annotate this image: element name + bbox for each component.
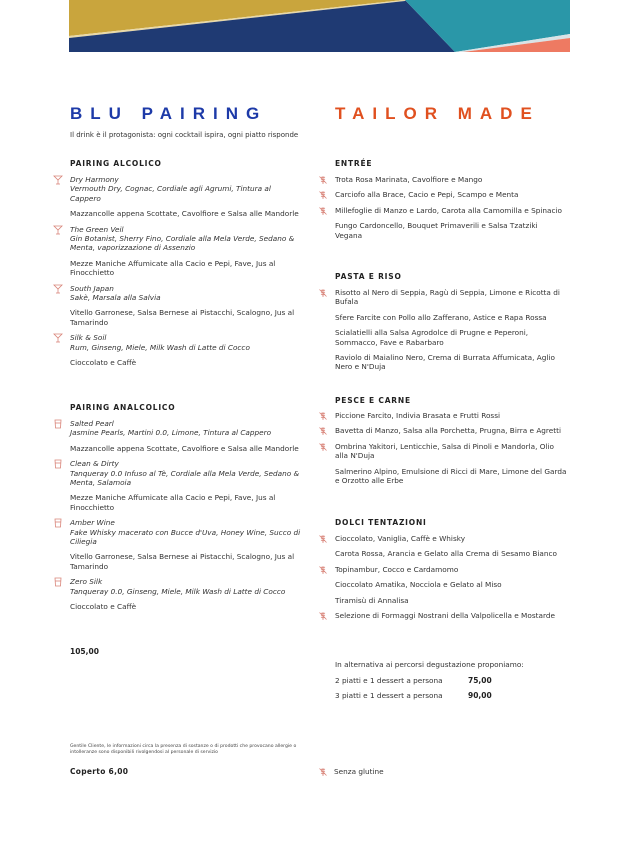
tumbler-glass-icon xyxy=(53,518,63,528)
menu-dish xyxy=(335,565,575,574)
gluten-free-icon xyxy=(318,190,328,200)
gluten-free-icon xyxy=(318,206,328,216)
menu-dish xyxy=(335,353,567,372)
drink-name: Clean & Dirty xyxy=(70,459,119,469)
drink-description: Rum, Ginseng, Miele, Milk Wash di Latte di Cocco xyxy=(70,342,250,352)
drink-description: Gin Botanist, Sherry Fino, Cordiale alla Mela Verde, Sedano & Menta, vaporizzazione di Assenzio xyxy=(70,234,295,253)
dish-text: Cioccolato e Caffè xyxy=(70,358,137,368)
dish-text: Mazzancolle appena Scottate, Cavolfiore e Salsa alle Mandorle xyxy=(70,443,299,453)
gluten-free-legend-label: Senza glutine xyxy=(334,767,384,776)
menu-dish xyxy=(335,206,567,215)
tumbler-glass-icon xyxy=(53,419,63,429)
drink-name: Salted Pearl xyxy=(70,419,114,428)
entree-list xyxy=(335,175,567,246)
gluten-free-icon xyxy=(318,767,328,777)
dish-text: Scialatielli alla Salsa Agrodolce di Prugne e Peperoni, Sommacco, Fave e Rabarbaro xyxy=(335,328,529,347)
gluten-free-legend xyxy=(318,767,384,777)
drink-name: The Green Veil xyxy=(70,224,124,234)
dish-item xyxy=(70,259,302,278)
tumbler-glass-icon xyxy=(53,459,63,469)
menu-dish xyxy=(335,190,567,199)
dish-text: Mezze Maniche Affumicate alla Cacio e Pepi, Fave, Jus al Finocchietto xyxy=(70,493,276,512)
dish-item xyxy=(70,308,302,327)
gluten-free-icon xyxy=(318,565,328,575)
drink-description: Sakè, Marsala alla Salvia xyxy=(70,293,161,303)
decorative-banner xyxy=(69,0,570,52)
drink-item xyxy=(70,577,302,596)
dish-text: Vitello Garronese, Salsa Bernese ai Pistacchi, Scalogno, Jus al Tamarindo xyxy=(70,552,295,571)
dish-text: Risotto al Nero di Seppia, Ragù di Seppia, Limone e Ricotta di Bufala xyxy=(335,288,560,307)
drink-description: Jasmine Pearls, Martini 0.0, Limone, Tintura al Cappero xyxy=(70,428,272,438)
menu-dish xyxy=(335,313,567,322)
dish-item xyxy=(70,444,302,453)
dish-text: Ombrina Yakitori, Lenticchie, Salsa di Pinoli e Mandorla, Olio alla N'Duja xyxy=(335,441,554,461)
menu-dish xyxy=(335,426,567,435)
menu-dish xyxy=(335,611,575,620)
dish-item xyxy=(70,552,302,571)
pairing-analcolico-list xyxy=(70,419,302,618)
alternative-2-price: 75,00 xyxy=(468,676,492,685)
dish-text: Vitello Garronese, Salsa Bernese ai Pistacchi, Scalogno, Jus al Tamarindo xyxy=(70,308,295,327)
coperto-price: Coperto 6,00 xyxy=(70,767,129,776)
menu-dish xyxy=(335,549,575,558)
menu-dish xyxy=(335,175,567,184)
dish-item xyxy=(70,358,302,367)
drink-description: Tanqueray 0.0, Ginseng, Miele, Milk Wash di Latte di Cocco xyxy=(70,586,286,596)
pesce-list xyxy=(335,411,567,491)
menu-dish xyxy=(335,328,567,347)
drink-name: Silk & Soil xyxy=(70,333,107,343)
menu-dish xyxy=(335,580,575,589)
dish-text: Carciofo alla Brace, Cacio e Pepi, Scampo e Menta xyxy=(335,190,519,200)
dish-text: Mezze Maniche Affumicate alla Cacio e Pepi, Fave, Jus al Finocchietto xyxy=(70,258,276,278)
gluten-free-icon xyxy=(318,411,328,421)
blu-pairing-tagline: Il drink è il protagonista: ogni cocktail ispira, ogni piatto risponde xyxy=(70,131,299,139)
menu-dish xyxy=(335,534,575,543)
menu-dish xyxy=(335,442,567,461)
drink-name: Dry Harmony xyxy=(70,175,119,184)
tumbler-glass-icon xyxy=(53,577,63,587)
allergen-notice: Gentile Cliente, le informazioni circa la presenza di sostanze o di prodotti che provocano allergie o intolleranze sono disponibili rivolgendosi al personale di servizio xyxy=(70,744,297,755)
dish-item xyxy=(70,602,302,611)
pasta-heading: PASTA E RISO xyxy=(335,272,402,281)
dish-text: Mazzancolle appena Scottate, Cavolfiore e Salsa alle Mandorle xyxy=(70,209,299,219)
cocktail-glass-icon xyxy=(53,175,63,185)
drink-name: Zero Silk xyxy=(70,577,103,587)
pesce-heading: PESCE E CARNE xyxy=(335,396,411,405)
cocktail-glass-icon xyxy=(53,225,63,235)
drink-item xyxy=(70,459,302,487)
pairing-alcolico-heading: PAIRING ALCOLICO xyxy=(70,159,162,168)
pasta-list xyxy=(335,288,567,378)
dish-text: Fungo Cardoncello, Bouquet Primaverili e Salsa Tzatziki Vegana xyxy=(335,221,538,240)
drink-item xyxy=(70,333,302,352)
menu-dish xyxy=(335,467,567,486)
dish-text: Trota Rosa Marinata, Cavolfiore e Mango xyxy=(335,175,483,184)
dish-text: Cioccolato Amatika, Nocciola e Gelato al Miso xyxy=(335,580,502,590)
gluten-free-icon xyxy=(318,175,328,185)
dish-text: Sfere Farcite con Pollo allo Zafferano, Astice e Rapa Rossa xyxy=(335,312,547,322)
dish-text: Cioccolato, Vaniglia, Caffè e Whisky xyxy=(335,534,466,543)
gluten-free-icon xyxy=(318,442,328,452)
dolci-list xyxy=(335,534,575,626)
drink-item xyxy=(70,419,302,438)
menu-dish xyxy=(335,596,575,605)
drink-name: Amber Wine xyxy=(70,518,115,528)
dolci-heading: DOLCI TENTAZIONI xyxy=(335,518,427,527)
dish-text: Tiramisù di Annalisa xyxy=(335,595,409,605)
alternative-3-label: 3 piatti e 1 dessert a persona xyxy=(335,691,443,700)
dish-item xyxy=(70,209,302,218)
menu-dish xyxy=(335,221,567,240)
drink-description: Vermouth Dry, Cognac, Cordiale agli Agrumi, Tintura al Cappero xyxy=(70,184,271,203)
pairing-price: 105,00 xyxy=(70,647,99,656)
drink-name: South Japan xyxy=(70,283,114,293)
dish-text: Cioccolato e Caffè xyxy=(70,602,137,612)
dish-text: Piccione Farcito, Indivia Brasata e Frutti Rossi xyxy=(335,411,501,420)
alternative-3-price: 90,00 xyxy=(468,691,492,700)
menu-dish xyxy=(335,288,567,307)
menu-dish xyxy=(335,411,567,420)
alternatives-intro: In alternativa ai percorsi degustazione proponiamo: xyxy=(335,660,524,669)
dish-text: Topinambur, Cocco e Cardamomo xyxy=(335,564,459,574)
gluten-free-icon xyxy=(318,426,328,436)
dish-text: Selezione di Formaggi Nostrani della Valpolicella e Mostarde xyxy=(335,611,555,621)
dish-text: Salmerino Alpino, Emulsione di Ricci di Mare, Limone del Garda e Orzotto alle Erbe xyxy=(335,466,567,486)
drink-item xyxy=(70,284,302,303)
drink-item xyxy=(70,175,302,203)
pairing-alcolico-list xyxy=(70,175,302,374)
dish-text: Bavetta di Manzo, Salsa alla Porchetta, Prugna, Birra e Agretti xyxy=(335,426,562,436)
cocktail-glass-icon xyxy=(53,333,63,343)
drink-item xyxy=(70,225,302,253)
alternative-2-label: 2 piatti e 1 dessert a persona xyxy=(335,676,443,685)
gluten-free-icon xyxy=(318,288,328,298)
drink-description: Tanqueray 0.0 Infuso al Tè, Cordiale alla Mela Verde, Sedano & Menta, Salamoia xyxy=(70,468,300,488)
entree-heading: ENTRÉE xyxy=(335,159,373,168)
gluten-free-icon xyxy=(318,611,328,621)
dish-text: Carota Rossa, Arancia e Gelato alla Crema di Sesamo Bianco xyxy=(335,549,557,559)
dish-text: Raviolo di Maialino Nero, Crema di Burrata Affumicata, Aglio Nero e N'Duja xyxy=(335,353,555,372)
tailor-made-title: TAILOR MADE xyxy=(335,104,540,123)
gluten-free-icon xyxy=(318,534,328,544)
blu-pairing-title: BLU PAIRING xyxy=(70,104,268,123)
drink-description: Fake Whisky macerato con Bucce d'Uva, Honey Wine, Succo di Ciliegia xyxy=(70,527,301,547)
pairing-analcolico-heading: PAIRING ANALCOLICO xyxy=(70,403,176,412)
cocktail-glass-icon xyxy=(53,284,63,294)
dish-text: Millefoglie di Manzo e Lardo, Carota alla Camomilla e Spinacio xyxy=(335,205,562,215)
dish-item xyxy=(70,493,302,512)
drink-item xyxy=(70,518,302,546)
